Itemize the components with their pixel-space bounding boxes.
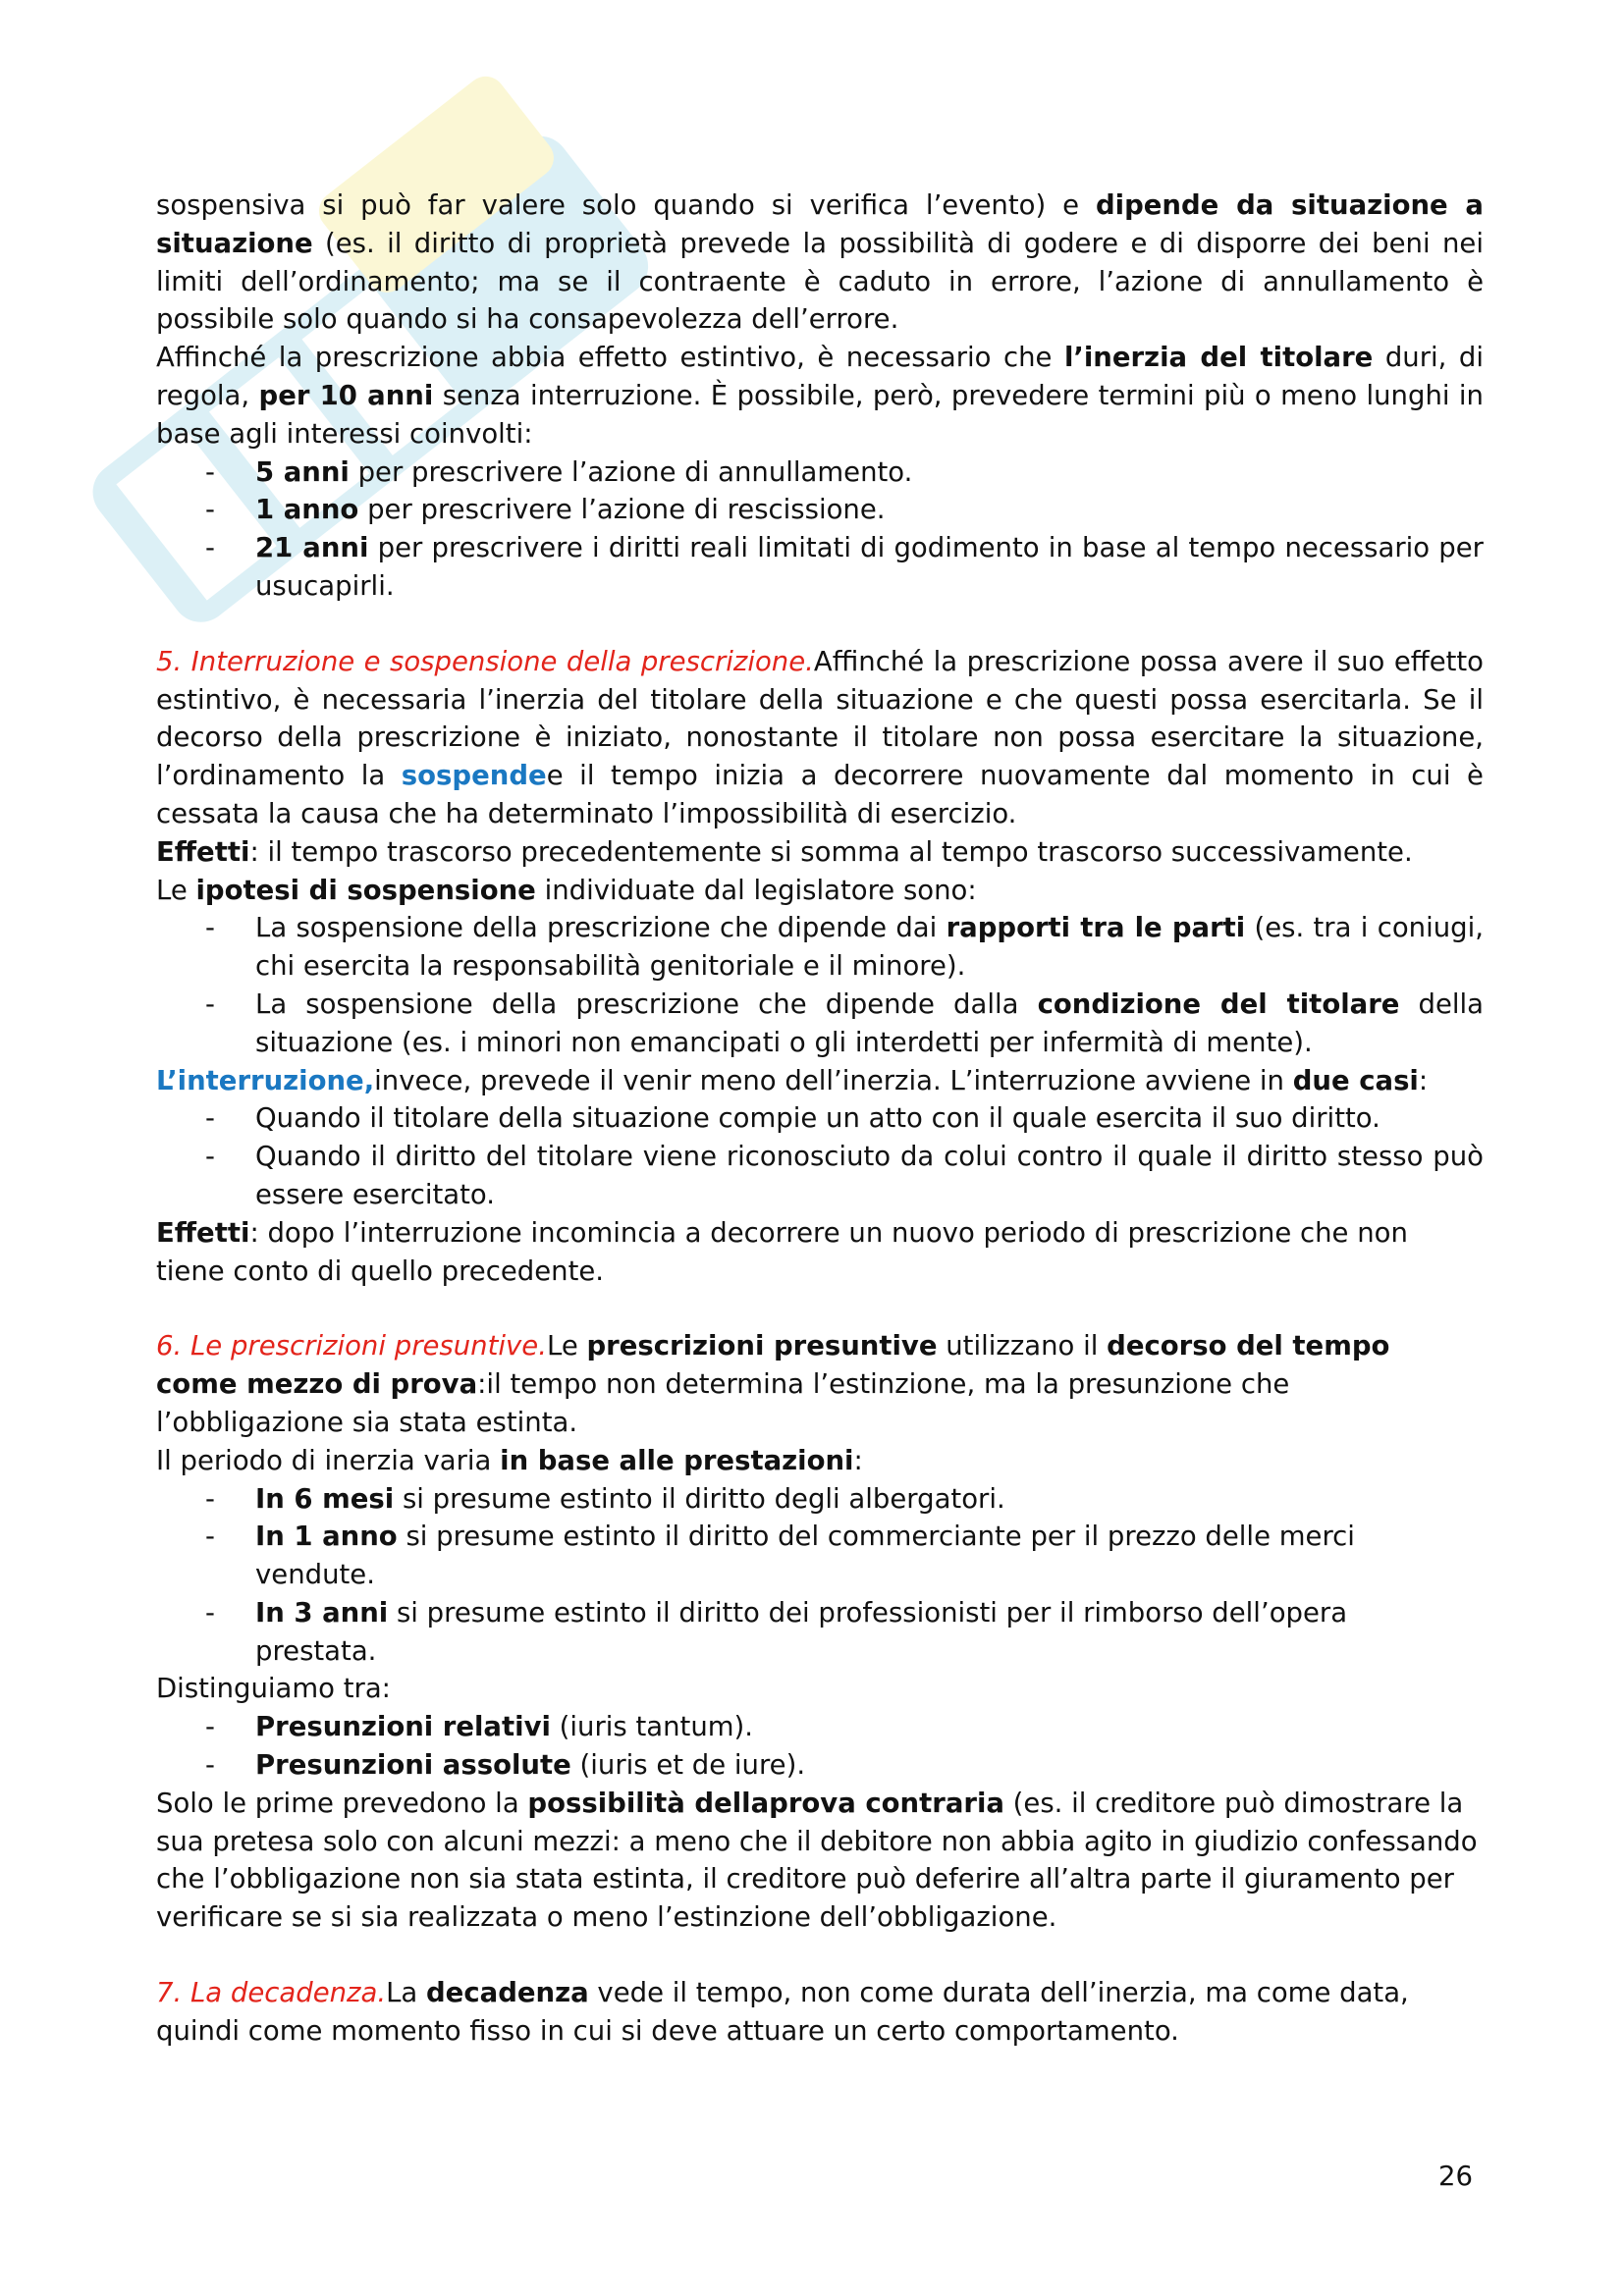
interruption-intro: L’interruzione,invece, prevede il venir meno dell’inerzia. L’interruzione avviene in due casi: — [156, 1064, 1429, 1096]
section-6-paragraph: 6. Le prescrizioni presuntive.Le prescrizioni presuntive utilizzano il decorso del tempo come mezzo di prova:il tempo non determina l’estinzione, ma la presunzione che l’obbligazione sia stata estinta. — [156, 1330, 1390, 1438]
list-item: - In 6 mesi si presume estinto il diritto degli albergatori. — [205, 1482, 1005, 1515]
section-5-paragraph: 5. Interruzione e sospensione della prescrizione.Affinché la prescrizione possa avere il suo effetto estintivo, è necessaria l’inerzia del titolare della situazione e che questi possa esercitarla. Se il decorso della prescrizione è iniziato, nonostante il titolare non possa esercitare la situazione, l’ordinamento la sospendee il tempo inizia a decorrere nuovamente dal momento in cui è cessata la causa che ha determinato l’impossibilità di esercizio. — [156, 645, 1484, 829]
list-item: - La sospensione della prescrizione che dipende dai rapporti tra le parti (es. tra i coniugi, chi esercita la responsabilità genitoriale e il minore). — [205, 912, 1484, 983]
presumptive-terms-list — [156, 1480, 1484, 1671]
section-6-heading: 6. Le prescrizioni presuntive. — [156, 1330, 547, 1362]
list-item: - 1 anno per prescrivere l’azione di rescissione. — [205, 494, 886, 526]
prescription-terms-list — [156, 454, 1484, 606]
interruption-cases-list — [156, 1099, 1484, 1213]
suspension-list — [156, 909, 1484, 1061]
list-item: - Quando il titolare della situazione compie un atto con il quale esercita il suo diritto. — [205, 1102, 1380, 1135]
presumption-kinds-list — [156, 1708, 1484, 1785]
section-5-heading: 5. Interruzione e sospensione della prescrizione. — [156, 645, 814, 677]
list-item: - La sospensione della prescrizione che dipende dalla condizione del titolare della situazione (es. i minori non emancipati o gli interdetti per infermità di mente). — [205, 988, 1485, 1058]
list-item: - Quando il diritto del titolare viene riconosciuto da colui contro il quale il diritto stesso può essere esercitato. — [205, 1141, 1484, 1210]
document-page — [156, 187, 1484, 2051]
suspension-intro: Le ipotesi di sospensione individuate dal legislatore sono: — [156, 874, 977, 906]
page-number: 26 — [1438, 2161, 1473, 2192]
distinguish-line: Distinguiamo tra: — [156, 1673, 391, 1705]
list-item: - 5 anni per prescrivere l’azione di annullamento. — [205, 455, 913, 488]
list-item: - Presunzioni relativi (iuris tantum). — [205, 1711, 754, 1743]
section-7-heading: 7. La decadenza. — [156, 1977, 387, 2009]
intro-paragraph: sospensiva si può far valere solo quando si verifica l’evento) e dipende da situazione a situazione (es. il diritto di proprietà prevede la possibilità di godere e di disporre dei beni nei limiti dell’ordinamento; ma se il contraente è caduto in errore, l’azione di annullamento è possibile solo quando si ha consapevolezza dell’errore. — [156, 189, 1484, 336]
section-7-paragraph: 7. La decadenza.La decadenza vede il tempo, non come durata dell’inerzia, ma come data, quindi come momento fisso in cui si deve attuare un certo comportamento. — [156, 1977, 1409, 2047]
inertia-period-line: Il periodo di inerzia varia in base alle prestazioni: — [156, 1444, 863, 1476]
list-item: - In 3 anni si presume estinto il diritto dei professionisti per il rimborso dell’opera prestata. — [205, 1596, 1348, 1667]
effects-line: Effetti: il tempo trascorso precedentemente si somma al tempo trascorso successivamente. — [156, 835, 1413, 868]
list-item: - Presunzioni assolute (iuris et de iure). — [205, 1749, 806, 1782]
ten-year-paragraph: Affinché la prescrizione abbia effetto estintivo, è necessario che l’inerzia del titolare duri, di regola, per 10 anni senza interruzione. È possibile, però, prevedere termini più o meno lunghi in base agli interessi coinvolti: — [156, 342, 1485, 450]
effects-line-2: Effetti: dopo l’interruzione incomincia a decorrere un nuovo periodo di prescrizione che non tiene conto di quello precedente. — [156, 1216, 1408, 1287]
contrary-proof-paragraph: Solo le prime prevedono la possibilità dellaprova contraria (es. il creditore può dimostrare la sua pretesa solo con alcuni mezzi: a meno che il debitore non abbia agito in giudizio confessando che l’obbligazione non sia stata estinta, il creditore può deferire all’altra parte il giuramento per verificare se si sia realizzata o meno l’estinzione dell’obbligazione. — [156, 1787, 1478, 1934]
list-item: - In 1 anno si presume estinto il diritto del commerciante per il prezzo delle merci vendute. — [205, 1521, 1355, 1591]
list-item: - 21 anni per prescrivere i diritti reali limitati di godimento in base al tempo necessario per usucapirli. — [205, 532, 1484, 602]
